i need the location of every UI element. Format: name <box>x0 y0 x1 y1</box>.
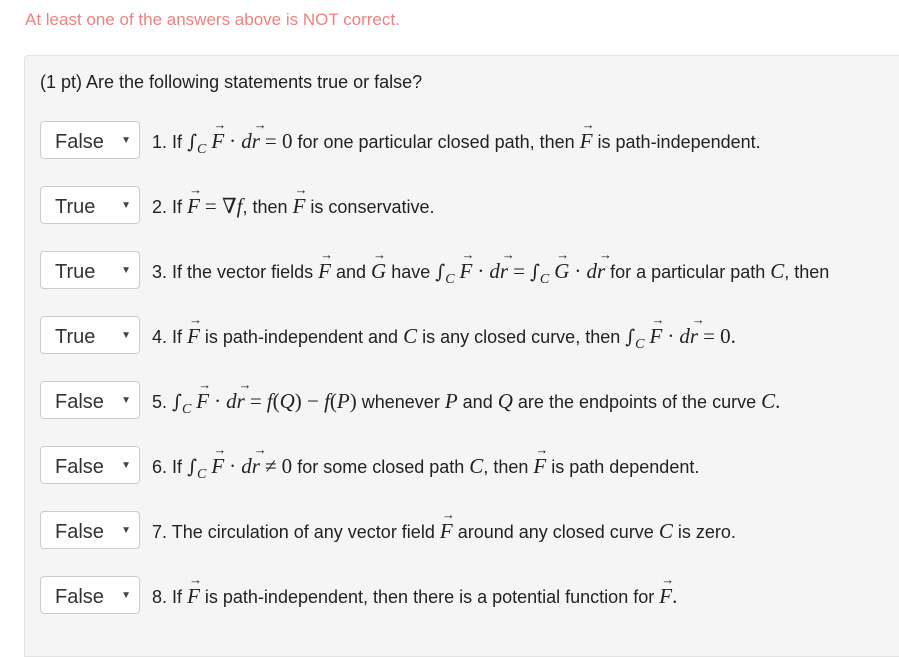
chevron-down-icon: ▼ <box>121 525 131 536</box>
chevron-down-icon: ▼ <box>121 460 131 471</box>
answer-select-1[interactable] <box>40 121 140 159</box>
answer-select-4[interactable] <box>40 316 140 354</box>
statement-text-6: 6. If $\int_C \to F \cdot d\to r \ne 0$ for some closed path C, then → F is path dependent. <box>152 454 699 479</box>
answer-select-2[interactable] <box>40 186 140 224</box>
chevron-down-icon: ▼ <box>121 265 131 276</box>
incorrect-answer-alert: At least one of the answers above is NOT correct. <box>25 10 400 29</box>
statement-text-3: 3. If the vector fields → F and → G have $\int_C \to F \cdot d\to r = \int_C \to G \cdot d\to r$ for a particular path C, then <box>152 259 829 284</box>
answer-select-value: True <box>55 261 96 283</box>
chevron-down-icon: ▼ <box>121 590 131 601</box>
chevron-down-icon: ▼ <box>121 135 131 146</box>
statement-text-7: 7. The circulation of any vector field → F around any closed curve C is zero. <box>152 519 736 544</box>
question-panel <box>24 55 899 657</box>
answer-select-value: False <box>55 521 104 543</box>
answer-select-3[interactable] <box>40 251 140 289</box>
answer-select-8[interactable] <box>40 576 140 614</box>
answer-select-value: False <box>55 131 104 153</box>
answer-select-value: False <box>55 391 104 413</box>
chevron-down-icon: ▼ <box>121 200 131 211</box>
question-prompt: (1 pt) Are the following statements true or false? <box>40 72 423 92</box>
statement-text-5: 5. $\int_C \to F \cdot d\to r = f(Q) - f(P)$ whenever P and Q are the endpoints of the curve C. <box>152 389 780 414</box>
statement-text-2: 2. If → F = ∇f, then → F is conservative. <box>152 194 434 219</box>
chevron-down-icon: ▼ <box>121 395 131 406</box>
answer-select-value: True <box>55 196 96 218</box>
answer-select-6[interactable] <box>40 446 140 484</box>
statement-text-1: 1. If $\int_C \to F \cdot d\to r = 0$ for one particular closed path, then → F is path-independent. <box>152 129 761 154</box>
answer-select-5[interactable] <box>40 381 140 419</box>
answer-select-value: False <box>55 456 104 478</box>
answer-select-value: True <box>55 326 96 348</box>
statement-text-8: 8. If → F is path-independent, then there is a potential function for → F. <box>152 584 677 609</box>
answer-select-7[interactable] <box>40 511 140 549</box>
statement-text-4: 4. If → F is path-independent and C is any closed curve, then $\int_C \to F \cdot d\to r = 0$. <box>152 324 736 349</box>
answer-select-value: False <box>55 586 104 608</box>
chevron-down-icon: ▼ <box>121 330 131 341</box>
